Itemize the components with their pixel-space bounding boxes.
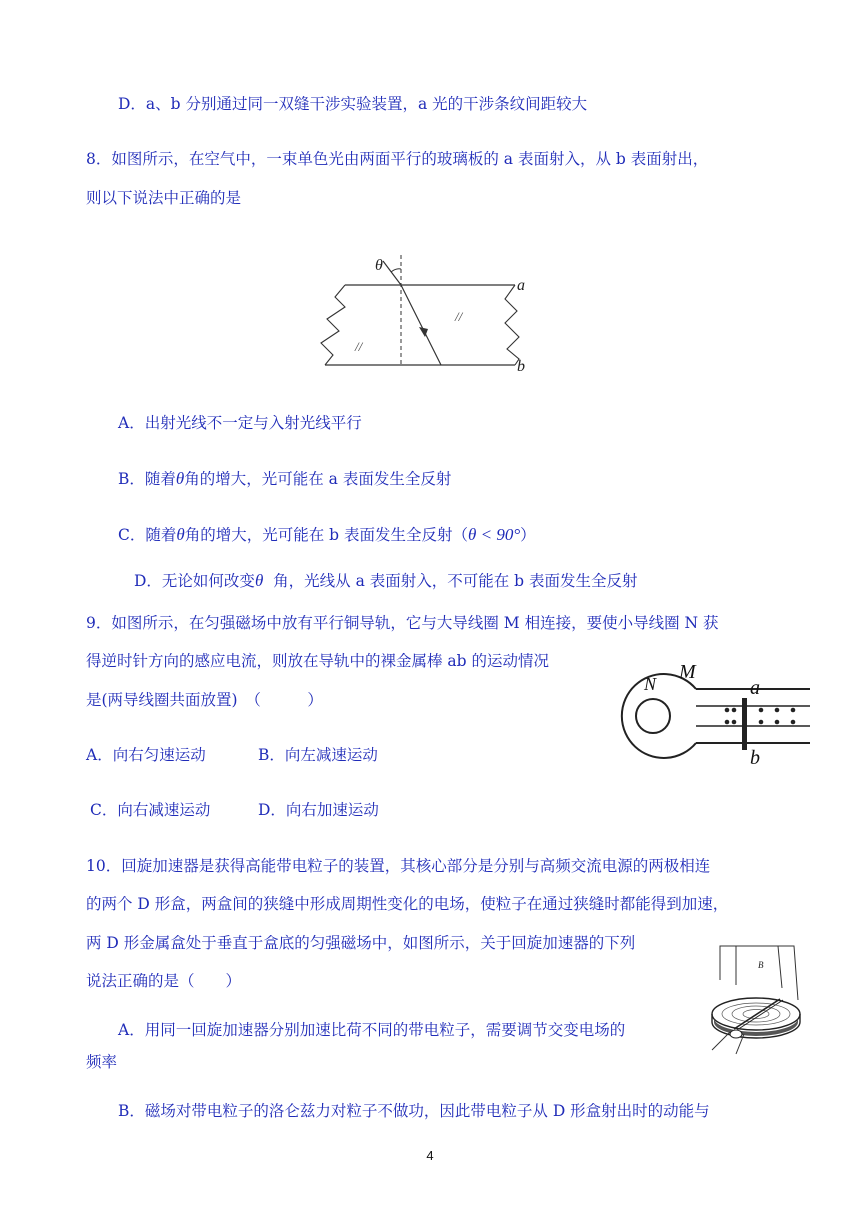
q8-option-c-pre: C．随着 [118, 526, 177, 544]
q10-stem-line2: 的两个 D 形盒，两盒间的狭缝中形成周期性变化的电场，使粒子在通过狭缝时都能得到加速， [86, 895, 729, 913]
right-break-line [505, 285, 519, 365]
theta-symbol: θ [176, 525, 185, 544]
q9-coil-rail-figure [603, 658, 818, 773]
q9-stem-line3: 是(两导线圈共面放置) （ ） [86, 691, 323, 709]
q8-option-c [118, 525, 536, 545]
q8-option-c-condition: θ < 90° [468, 525, 521, 544]
refracted-ray [401, 285, 441, 365]
page-number: 4 [426, 1148, 434, 1163]
q9-option-a: A．向右匀速运动 [86, 746, 206, 764]
q8-option-b-pre: B．随着 [118, 470, 176, 488]
q9-option-b: B．向左减速运动 [258, 746, 378, 764]
q9-stem-line2: 得逆时针方向的感应电流，则放在导轨中的裸金属棒 ab 的运动情况 [86, 652, 550, 670]
label-m: M [679, 661, 696, 683]
q9-stem-line1: 9．如图所示，在匀强磁场中放有平行铜导轨，它与大导线圈 M 相连接，要使小导线圈 N 获 [86, 614, 719, 632]
label-a: a [750, 677, 760, 699]
q8-option-b [118, 469, 451, 489]
d-gap-line [734, 999, 780, 1029]
q10-stem-line3: 两 D 形金属盒处于垂直于盒底的匀强磁场中，如图所示，关于回旋加速器的下列 [86, 934, 636, 952]
q9-option-c: C．向右减速运动 [90, 801, 211, 819]
coil-m-outer [622, 674, 696, 758]
lead-wire [712, 1032, 730, 1050]
label-b: b [750, 747, 760, 769]
label-a: a [517, 277, 525, 294]
q8-option-d-pre: D．无论如何改变 [134, 572, 255, 590]
q10-stem-line1: 10．回旋加速器是获得高能带电粒子的装置，其核心部分是分别与高频交流电源的两极相连 [86, 857, 711, 875]
label-b: b [517, 358, 525, 375]
q8-option-c-post: 角的增大，光可能在 b 表面发生全反射（ [184, 526, 469, 544]
q10-stem-line4: 说法正确的是（ ） [86, 972, 242, 990]
q8-option-c-end: ） [520, 526, 536, 544]
q8-stem-line2: 则以下说法中正确的是 [86, 189, 242, 207]
q8-stem-line1: 8．如图所示，在空气中，一束单色光由两面平行的玻璃板的 a 表面射入，从 b 表面射出， [86, 150, 709, 168]
lead-connector [730, 1030, 742, 1038]
q8-option-a: A．出射光线不一定与入射光线平行 [118, 414, 362, 432]
coil-n [636, 699, 670, 733]
left-break-line [321, 285, 345, 365]
field-frame [720, 946, 798, 1000]
q8-option-d [134, 571, 638, 591]
magnetic-field-dots [725, 708, 796, 725]
theta-arc [391, 269, 401, 272]
theta-label: θ [375, 257, 383, 274]
theta-symbol: θ [175, 469, 185, 488]
d-gap-line [737, 1000, 783, 1030]
q10-option-a-line2: 频率 [86, 1053, 118, 1071]
q7-option-d: D．a、b 分别通过同一双缝干涉实验装置，a 光的干涉条纹间距较大 [118, 95, 588, 113]
q8-glass-plate-figure [305, 245, 535, 375]
q8-option-d-post: 角，光线从 a 表面射入，不可能在 b 表面发生全反射 [273, 572, 638, 590]
hatch-mark-right: // [455, 309, 463, 324]
hatch-mark-left: // [355, 339, 363, 354]
q9-option-d: D．向右加速运动 [258, 801, 379, 819]
q10-option-a-line1: A．用同一回旋加速器分别加速比荷不同的带电粒子，需要调节交变电场的 [118, 1021, 626, 1039]
incident-ray [383, 261, 401, 285]
q8-option-b-post: 角的增大，光可能在 a 表面发生全反射 [184, 470, 452, 488]
label-n: N [644, 674, 657, 694]
theta-symbol: θ [254, 571, 264, 590]
q10-cyclotron-figure [706, 940, 806, 1062]
q10-option-b-line1: B．磁场对带电粒子的洛仑兹力对粒子不做功，因此带电粒子从 D 形盒射出时的动能与 [118, 1102, 710, 1120]
label-b-field: B [758, 960, 764, 970]
field-line [778, 946, 782, 988]
rod-ab [742, 698, 747, 750]
